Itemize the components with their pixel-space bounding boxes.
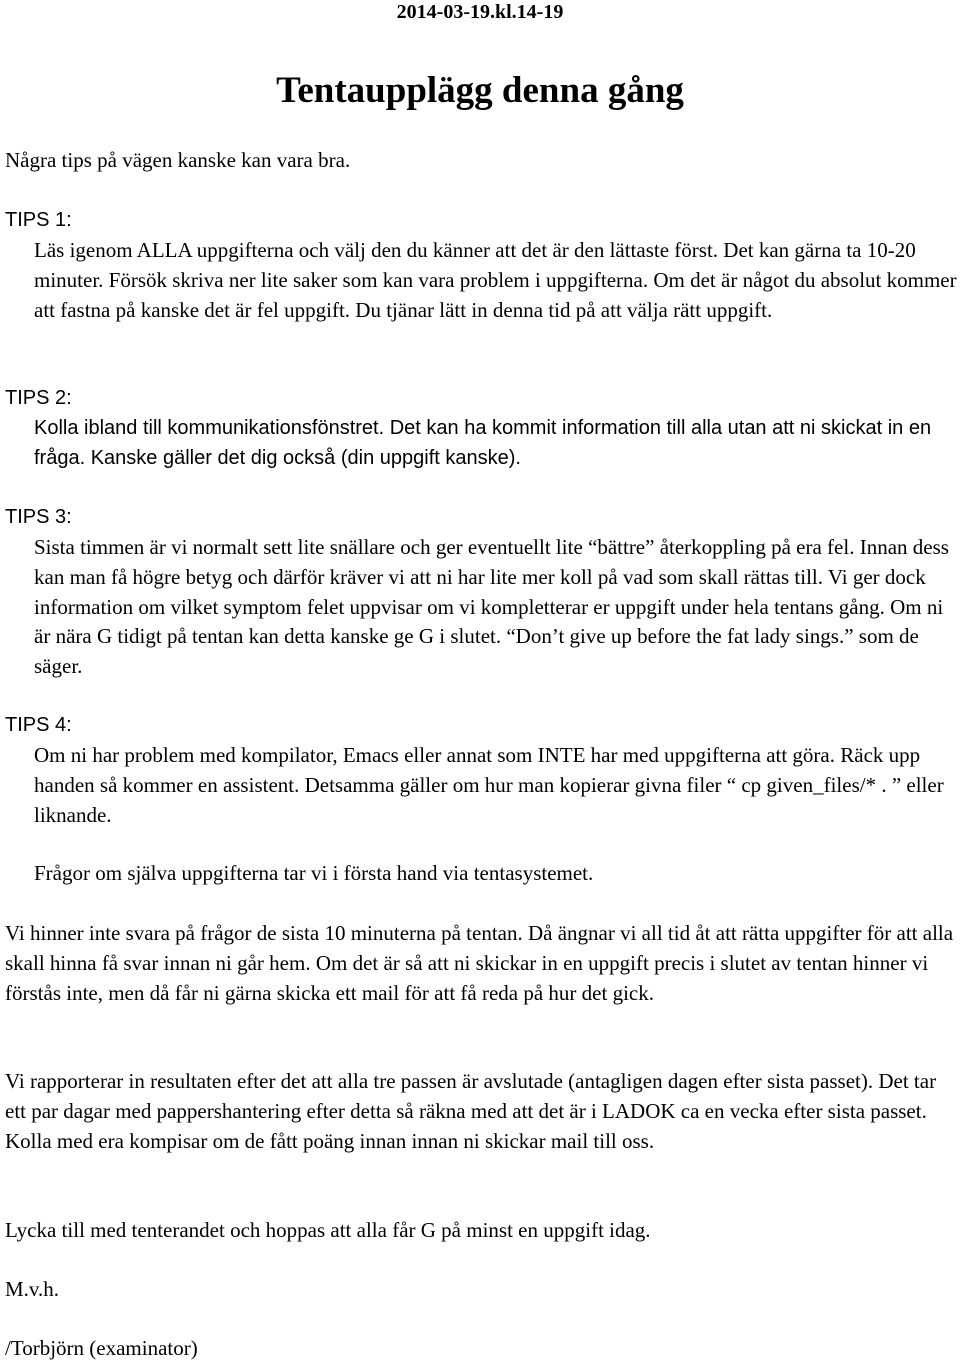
tips-2-heading: TIPS 2: [5, 387, 72, 409]
paragraph-results: Vi rapporterar in resultaten efter det att alla tre passen är avslutade (antagligen dagen efter sista passet). Det tar ett par dagar med pappershantering efter detta så räkna med att det är i LADOK ca en vecka efter sista passet. Kolla med era kompisar om de fått poäng innan innan ni skickar mail till oss. [5, 1069, 937, 1153]
tips-3-heading: TIPS 3: [5, 506, 72, 528]
exam-date: 2014-03-19.kl.14-19 [396, 1, 564, 23]
paragraph-last-minutes: Vi hinner inte svara på frågor de sista 10 minuterna på tentan. Då ängnar vi all tid åt att rätta uppgifter för att alla skall hinna få svar innan ni går hem. Om det är så att ni skickar in en uppgift precis i slutet av tentan hinner vi förstås inte, men då får ni gärna skicka ett mail för att få reda på hur det gick. [5, 921, 954, 1005]
tips-2-body: Kolla ibland till kommunikationsfönstret. Det kan ha kommit information till alla utan att ni skickat in en fråga. Kanske gäller det dig också (din uppgift kanske). [34, 417, 932, 469]
paragraph-good-luck: Lycka till med tenterandet och hoppas att alla får G på minst en uppgift idag. [5, 1218, 651, 1242]
tips-4-note: Frågor om själva uppgifterna tar vi i första hand via tentasystemet. [34, 861, 594, 885]
tips-4-heading: TIPS 4: [5, 714, 72, 736]
tips-1-body: Läs igenom ALLA uppgifterna och välj den du känner att det är den lättaste först. Det kan gärna ta 10-20 minuter. Försök skriva ner lite saker som kan vara problem i uppgifterna. Om det är något du absolut kommer att fastna på kanske det är fel uppgift. Du tjänar lätt in denna tid på att välja rätt uppgift. [34, 238, 957, 322]
tips-3-body: Sista timmen är vi normalt sett lite snällare och ger eventuellt lite “bättre” återkoppling på era fel. Innan dess kan man få högre betyg och därför kräver vi att ni har lite mer koll på vad som skall rättas till. Vi ger dock information om vilket symptom felet uppvisar om vi kompletterar er uppgift under hela tentans gång. Om ni är nära G tidigt på tentan kan detta kanske ge G i slutet. “Don’t give up before the fat lady sings.” som de säger. [34, 535, 949, 679]
signature: /Torbjörn (examinator) [5, 1336, 198, 1360]
tips-4-body: Om ni har problem med kompilator, Emacs eller annat som INTE har med uppgifterna att göra. Räck upp handen så kommer en assistent. Detsamma gäller om hur man kopierar givna filer “ cp given_files/* . ” eller liknande. [34, 743, 944, 827]
tips-1-heading: TIPS 1: [5, 209, 72, 231]
closing-text: M.v.h. [5, 1277, 60, 1301]
intro-text: Några tips på vägen kanske kan vara bra. [5, 148, 351, 172]
page-title: Tentaupplägg denna gång [276, 70, 684, 111]
